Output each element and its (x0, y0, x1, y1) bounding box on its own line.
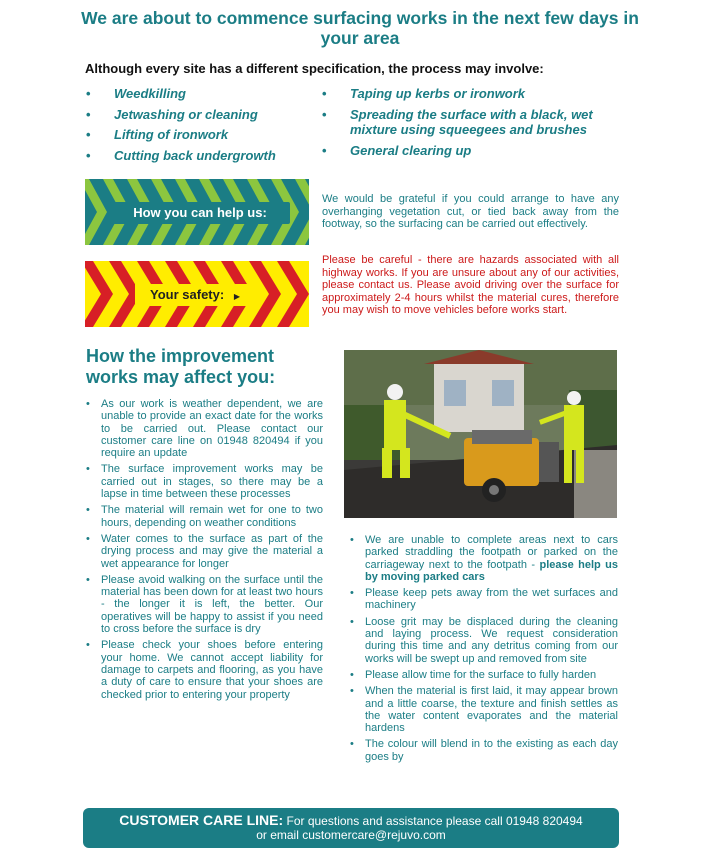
list-item (350, 534, 618, 583)
arrow-right-icon: ▶ (233, 292, 240, 301)
safety-label-text: Your safety: (150, 287, 225, 302)
safety-banner (85, 261, 309, 327)
list-item-text: We are unable to complete areas next to cars parked straddling the footpath or parked on the carriageway next to the footpath - (365, 534, 618, 571)
intro-text: Although every site has a different specification, the process may involve: (85, 61, 544, 76)
list-item: • Please allow time for the surface to fully harden (350, 669, 618, 681)
section-heading: How the improvement works may affect you: (86, 346, 276, 387)
page-title: We are about to commence surfacing works in the next few days in your area (81, 8, 639, 48)
list-item: • Jetwashing or cleaning (86, 107, 316, 123)
list-item: • Taping up kerbs or ironwork (322, 86, 622, 102)
list-item: • Water comes to the surface as part of the drying process and may give the material a wet appearance for longer (86, 533, 323, 570)
list-item: • Spreading the surface with a black, wet mixture using squeegees and brushes (322, 107, 622, 138)
list-item: • Please check your shoes before entering your home. We cannot accept liability for damage to carpets and flooring, as you have a duty of care to ensure that your shoes are checked prior to entering your property (86, 639, 323, 700)
list-item: • General clearing up (322, 143, 622, 159)
list-item: • Loose grit may be displaced during the cleaning and laying process. We request consideration during this time and any detritus coming from our works will be swept up and removed from site (350, 616, 618, 665)
footer-email-text: or email customercare@rejuvo.com (256, 828, 446, 842)
customer-care-footer (83, 808, 619, 848)
process-list-left (86, 86, 316, 168)
help-label: How you can help us: (110, 202, 290, 224)
list-item: • Lifting of ironwork (86, 127, 316, 143)
list-item: • The colour will blend in to the existing as each day goes by (350, 738, 618, 763)
safety-label (135, 284, 255, 306)
effects-list-right (350, 534, 618, 767)
safety-text: Please be careful - there are hazards associated with all highway works. If you are unsure about any of our activities, please contact us. Please avoid driving over the surface for approximately 2-4 hours whilst the material cures, therefore you may wish to move vehicles before works start. (322, 254, 619, 317)
list-item: • As our work is weather dependent, we are unable to provide an exact date for the works to be carried out. Please contact our customer care line on 01948 820494 if you require an update (86, 398, 323, 459)
footer-heading: CUSTOMER CARE LINE: (119, 812, 284, 828)
effects-list-left (86, 398, 323, 705)
workers-photo (344, 350, 617, 518)
help-banner (85, 179, 309, 245)
list-item: • The surface improvement works may be carried out in stages, so there may be a lapse in time between these processes (86, 463, 323, 500)
list-item: • Weedkilling (86, 86, 316, 102)
list-item: • Cutting back undergrowth (86, 148, 316, 164)
move-cars-request: please help us by moving parked cars (365, 558, 618, 583)
footer-phone-text: For questions and assistance please call 01948 820494 (286, 814, 583, 828)
list-item: • Please avoid walking on the surface until the material has been down for at least two hours - the longer it is left, the better. Our operatives will be happy to assist if you need to cross before the surface is dry (86, 574, 323, 635)
list-item: • Please keep pets away from the wet surfaces and machinery (350, 587, 618, 612)
footer-line-1 (83, 813, 619, 828)
list-item: • When the material is first laid, it may appear brown and a little coarse, the texture and finish settles as the water content evaporates and the material hardens (350, 685, 618, 734)
process-list-right (322, 86, 622, 163)
help-text: We would be grateful if you could arrange to have any overhanging vegetation cut, or tied back away from the footway, so the surfacing can be carried out effectively. (322, 193, 619, 231)
workers-photo-graphic (344, 350, 617, 518)
list-item: • The material will remain wet for one to two hours, depending on weather conditions (86, 504, 323, 529)
